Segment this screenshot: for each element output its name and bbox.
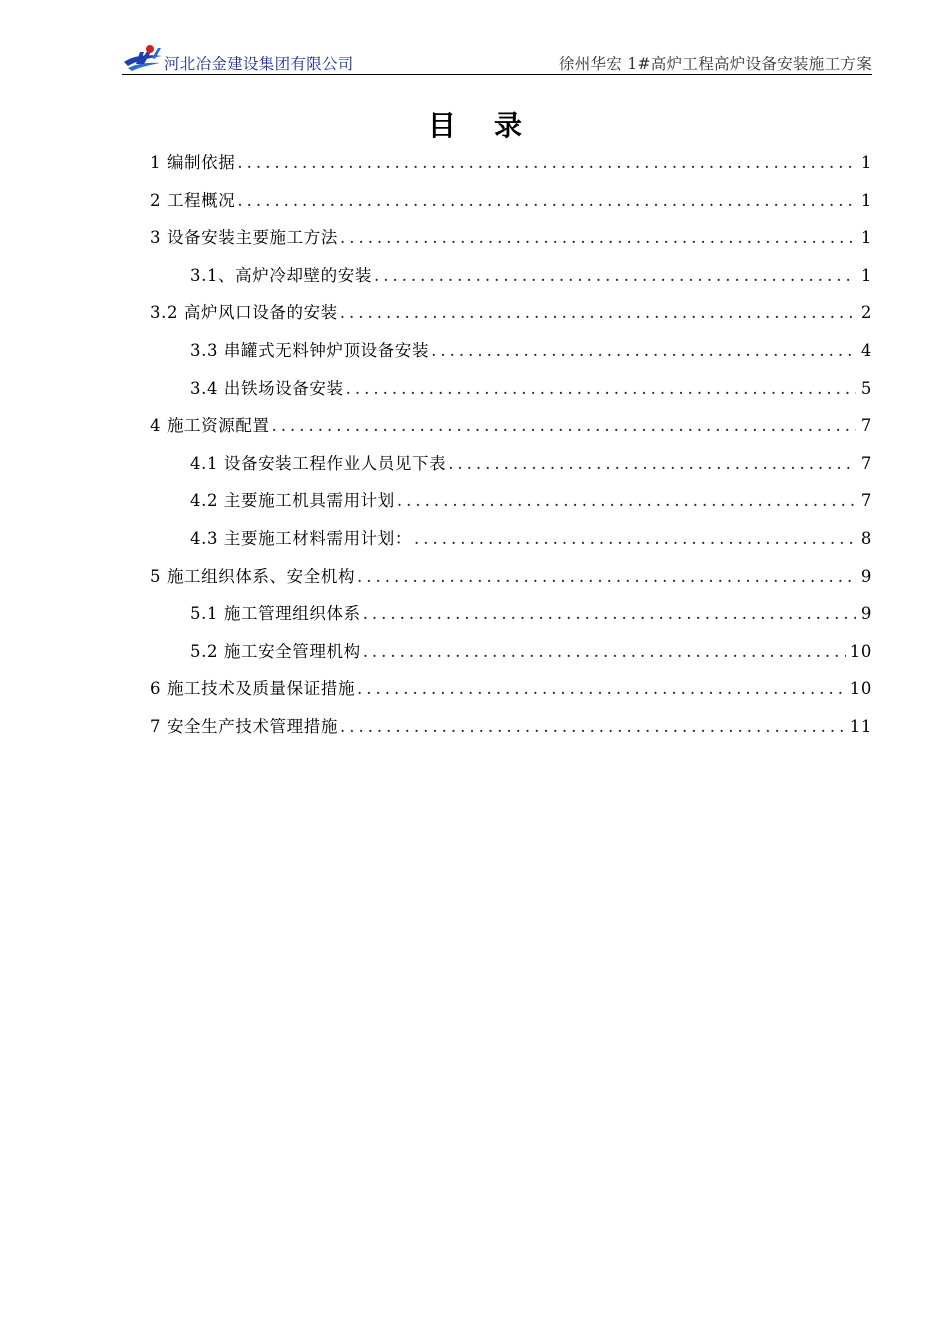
toc-entry[interactable]: [150, 520, 872, 558]
toc-entry-label: 3.2 高炉风口设备的安装: [150, 303, 338, 323]
toc-title: [0, 104, 950, 144]
toc-entry-page-number: 1: [860, 228, 872, 248]
toc-entry[interactable]: [150, 670, 872, 708]
toc-entry-label: 2 工程概况: [150, 190, 236, 210]
toc-title-part-2: 录: [494, 109, 523, 142]
toc-dot-leader: [374, 257, 856, 295]
toc-entry-label: 5.2 施工安全管理机构: [190, 641, 361, 661]
toc-dot-leader: [340, 219, 856, 257]
toc-entry-label: 5 施工组织体系、安全机构: [150, 566, 356, 586]
toc-entry-label: 7 安全生产技术管理措施: [150, 716, 338, 736]
toc-entry[interactable]: [150, 595, 872, 633]
toc-dot-leader: [357, 558, 856, 596]
project-name: 徐州华宏 1#高炉工程高炉设备安装施工方案: [558, 55, 872, 73]
toc-dot-leader: [340, 708, 846, 746]
toc-entry[interactable]: [150, 257, 872, 295]
toc-entry-page-number: 7: [860, 416, 872, 436]
toc-entry-page-number: 7: [860, 453, 872, 473]
page-header: [122, 42, 872, 75]
toc-dot-leader: [357, 670, 846, 708]
company-name: 河北冶金建设集团有限公司: [164, 55, 354, 73]
toc-entry-page-number: 8: [860, 528, 872, 548]
toc-dot-leader: [340, 294, 856, 332]
toc-entry[interactable]: [150, 708, 872, 746]
table-of-contents: [150, 144, 872, 746]
toc-dot-leader: [448, 445, 856, 483]
toc-entry-page-number: 1: [860, 190, 872, 210]
toc-entry[interactable]: [150, 144, 872, 182]
toc-entry-page-number: 1: [860, 153, 872, 172]
toc-dot-leader: [431, 332, 856, 370]
toc-title-part-1: 目: [427, 109, 456, 142]
toc-entry-label: 6 施工技术及质量保证措施: [150, 679, 356, 699]
toc-entry[interactable]: [150, 332, 872, 370]
toc-dot-leader: [237, 182, 856, 220]
toc-entry[interactable]: [150, 482, 872, 520]
toc-dot-leader: [346, 370, 856, 408]
toc-dot-leader: [237, 144, 856, 182]
toc-entry[interactable]: [150, 182, 872, 220]
toc-dot-leader: [414, 520, 856, 558]
toc-entry-label: 3.3 串罐式无料钟炉顶设备安装: [190, 340, 430, 360]
toc-entry[interactable]: [150, 294, 872, 332]
toc-entry[interactable]: [150, 445, 872, 483]
toc-entry-label: 4.2 主要施工机具需用计划: [190, 491, 395, 511]
toc-entry-label: 4.1 设备安装工程作业人员见下表: [190, 453, 447, 473]
toc-dot-leader: [272, 407, 856, 445]
toc-entry-page-number: 11: [849, 716, 872, 736]
toc-dot-leader: [363, 633, 846, 671]
toc-entry-label: 3.4 出铁场设备安装: [190, 378, 344, 398]
toc-entry-page-number: 9: [860, 604, 872, 624]
toc-entry-label: 4.3 主要施工材料需用计划：: [190, 528, 412, 548]
toc-entry-page-number: 5: [860, 378, 872, 398]
toc-entry-page-number: 4: [860, 340, 872, 360]
toc-entry-page-number: 10: [849, 641, 872, 661]
toc-entry[interactable]: [150, 407, 872, 445]
toc-dot-leader: [363, 595, 856, 633]
toc-entry-page-number: 10: [849, 679, 872, 699]
toc-entry-page-number: 2: [860, 303, 872, 323]
toc-entry-page-number: 9: [860, 566, 872, 586]
toc-entry-label: 3 设备安装主要施工方法: [150, 228, 338, 248]
company-logo-icon: [122, 42, 164, 74]
toc-dot-leader: [397, 482, 856, 520]
toc-entry[interactable]: [150, 370, 872, 408]
toc-entry[interactable]: [150, 219, 872, 257]
toc-entry-label: 4 施工资源配置: [150, 416, 270, 436]
toc-entry-label: 5.1 施工管理组织体系: [190, 604, 361, 624]
toc-entry-page-number: 7: [860, 491, 872, 511]
toc-entry-page-number: 1: [860, 265, 872, 285]
toc-entry[interactable]: [150, 633, 872, 671]
toc-entry-label: 3.1、高炉冷却壁的安装: [190, 265, 372, 285]
toc-entry-label: 1 编制依据: [150, 153, 236, 172]
toc-entry[interactable]: [150, 558, 872, 596]
